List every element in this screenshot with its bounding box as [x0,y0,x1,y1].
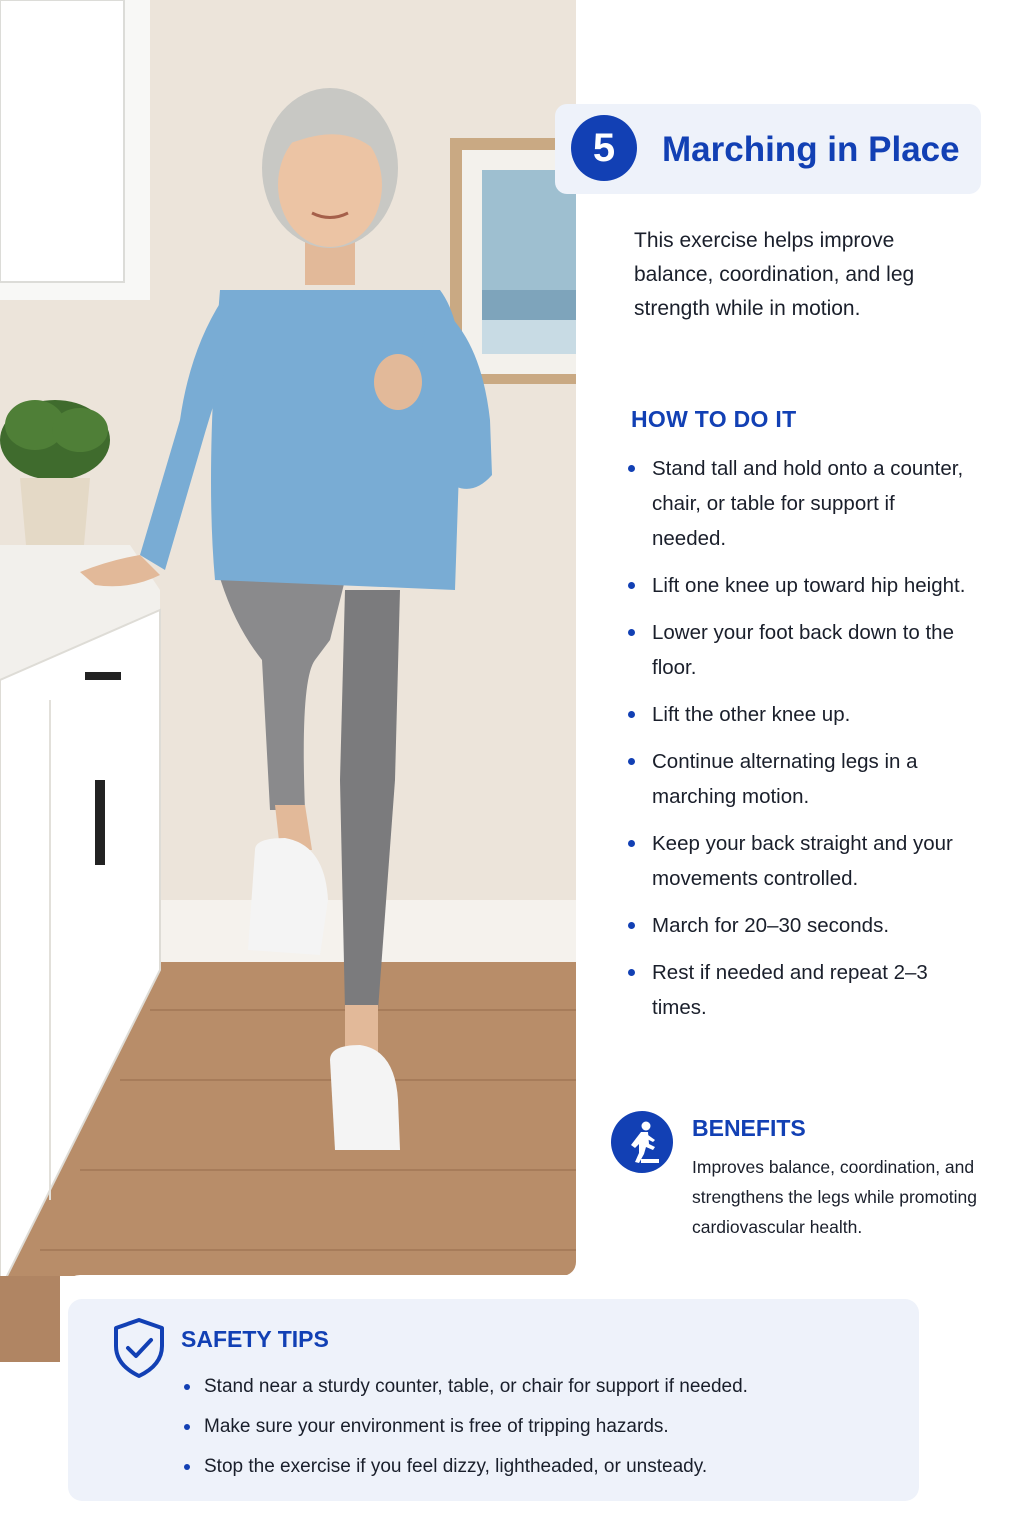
bullet-icon [628,711,635,718]
step-item: Rest if needed and repeat 2–3 times. [626,955,971,1025]
safety-tip-item: Stand near a sturdy counter, table, or chair for support if needed. [182,1367,748,1407]
step-item: Continue alternating legs in a marching motion. [626,744,971,814]
marching-figure-icon [611,1111,673,1173]
safety-tip-item: Stop the exercise if you feel dizzy, lightheaded, or unsteady. [182,1447,748,1487]
bullet-icon [628,969,635,976]
how-to-steps [626,451,971,1037]
step-item: Lower your foot back down to the floor. [626,615,971,685]
safety-tip-item: Make sure your environment is free of tripping hazards. [182,1407,748,1447]
photo-floor-edge [0,1276,60,1362]
bullet-icon [628,922,635,929]
exercise-photo [0,0,576,1276]
page-title: Marching in Place [662,130,960,169]
safety-tips-list [182,1367,748,1487]
step-item: Lift one knee up toward hip height. [626,568,971,603]
safety-tips-heading: SAFETY TIPS [181,1326,329,1352]
bullet-icon [628,465,635,472]
title-badge [555,104,981,194]
step-number-badge: 5 [571,115,637,181]
bullet-icon [628,758,635,765]
intro-text: This exercise helps improve balance, coordination, and leg strength while in motion. [634,229,915,320]
bullet-icon [628,582,635,589]
safety-tips-card [62,1275,924,1507]
step-item: Lift the other knee up. [626,697,971,732]
step-item: Keep your back straight and your movements controlled. [626,826,971,896]
bullet-icon [628,840,635,847]
bullet-icon [184,1384,190,1390]
step-item: Stand tall and hold onto a counter, chair, or table for support if needed. [626,451,971,556]
benefits-text: Improves balance, coordination, and strengthens the legs while promoting cardiovascular health. [692,1157,978,1237]
safety-tips-panel [68,1299,919,1501]
bullet-icon [184,1464,190,1470]
shield-check-icon [112,1317,166,1384]
benefits-heading: BENEFITS [692,1115,806,1141]
step-item: March for 20–30 seconds. [626,908,971,943]
how-to-heading: HOW TO DO IT [631,406,797,432]
bullet-icon [628,629,635,636]
bullet-icon [184,1424,190,1430]
